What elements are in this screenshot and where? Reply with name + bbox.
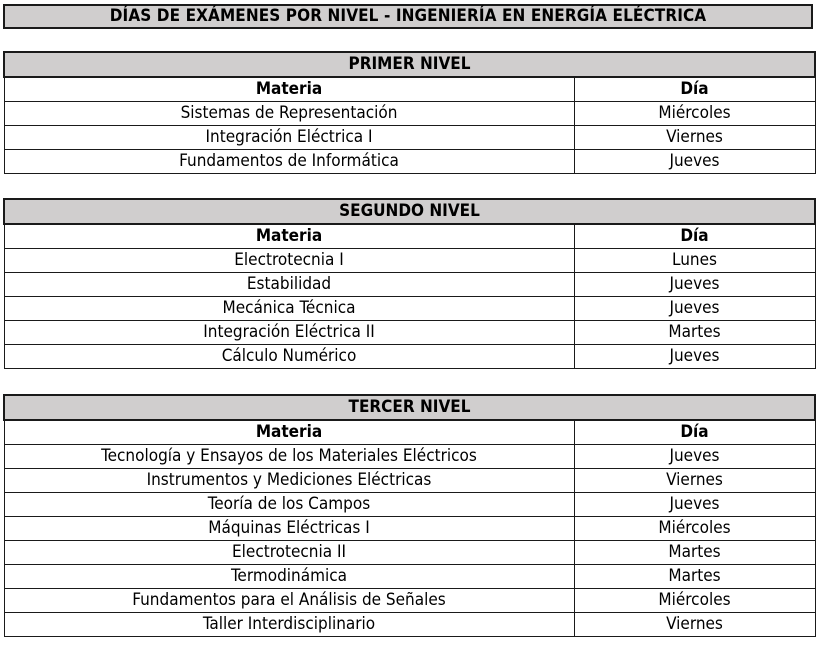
- day-cell: Jueves: [574, 150, 815, 174]
- level-heading: PRIMER NIVEL: [4, 52, 815, 77]
- day-cell: Viernes: [574, 613, 815, 637]
- table-row: [4, 613, 815, 637]
- page-title: DÍAS DE EXÁMENES POR NIVEL - INGENIERÍA EN ENERGÍA ELÉCTRICA: [3, 4, 813, 29]
- subject-cell: Fundamentos para el Análisis de Señales: [4, 589, 574, 613]
- day-cell: Jueves: [574, 345, 815, 369]
- column-header-day: Día: [574, 77, 815, 102]
- subject-cell: Sistemas de Representación: [4, 102, 574, 126]
- table-row: [4, 565, 815, 589]
- subject-cell: Integración Eléctrica II: [4, 321, 574, 345]
- subject-cell: Termodinámica: [4, 565, 574, 589]
- day-cell: Martes: [574, 565, 815, 589]
- column-header-day: Día: [574, 224, 815, 249]
- day-cell: Martes: [574, 321, 815, 345]
- subject-cell: Electrotecnia I: [4, 249, 574, 273]
- column-header-subject: Materia: [4, 420, 574, 445]
- subject-cell: Mecánica Técnica: [4, 297, 574, 321]
- table-row: [4, 469, 815, 493]
- level-table-segundo: [3, 198, 816, 369]
- subject-cell: Cálculo Numérico: [4, 345, 574, 369]
- day-cell: Lunes: [574, 249, 815, 273]
- day-cell: Miércoles: [574, 589, 815, 613]
- day-cell: Jueves: [574, 445, 815, 469]
- level-table-tercer: [3, 394, 816, 637]
- subject-cell: Taller Interdisciplinario: [4, 613, 574, 637]
- table-row: [4, 493, 815, 517]
- subject-cell: Estabilidad: [4, 273, 574, 297]
- table-row: [4, 150, 815, 174]
- table-row: [4, 541, 815, 565]
- table-row: [4, 126, 815, 150]
- subject-cell: Teoría de los Campos: [4, 493, 574, 517]
- column-header-day: Día: [574, 420, 815, 445]
- subject-cell: Integración Eléctrica I: [4, 126, 574, 150]
- table-row: [4, 445, 815, 469]
- table-row: [4, 589, 815, 613]
- table-row: [4, 345, 815, 369]
- day-cell: Miércoles: [574, 517, 815, 541]
- day-cell: Jueves: [574, 297, 815, 321]
- level-heading: TERCER NIVEL: [4, 395, 815, 420]
- column-header-subject: Materia: [4, 224, 574, 249]
- table-row: [4, 273, 815, 297]
- level-table-primer: [3, 51, 816, 174]
- day-cell: Miércoles: [574, 102, 815, 126]
- day-cell: Martes: [574, 541, 815, 565]
- day-cell: Viernes: [574, 469, 815, 493]
- level-heading: SEGUNDO NIVEL: [4, 199, 815, 224]
- column-header-subject: Materia: [4, 77, 574, 102]
- table-row: [4, 249, 815, 273]
- table-row: [4, 102, 815, 126]
- subject-cell: Electrotecnia II: [4, 541, 574, 565]
- subject-cell: Instrumentos y Mediciones Eléctricas: [4, 469, 574, 493]
- table-row: [4, 517, 815, 541]
- subject-cell: Máquinas Eléctricas I: [4, 517, 574, 541]
- subject-cell: Tecnología y Ensayos de los Materiales Eléctricos: [4, 445, 574, 469]
- table-row: [4, 321, 815, 345]
- day-cell: Jueves: [574, 493, 815, 517]
- day-cell: Viernes: [574, 126, 815, 150]
- table-row: [4, 297, 815, 321]
- subject-cell: Fundamentos de Informática: [4, 150, 574, 174]
- day-cell: Jueves: [574, 273, 815, 297]
